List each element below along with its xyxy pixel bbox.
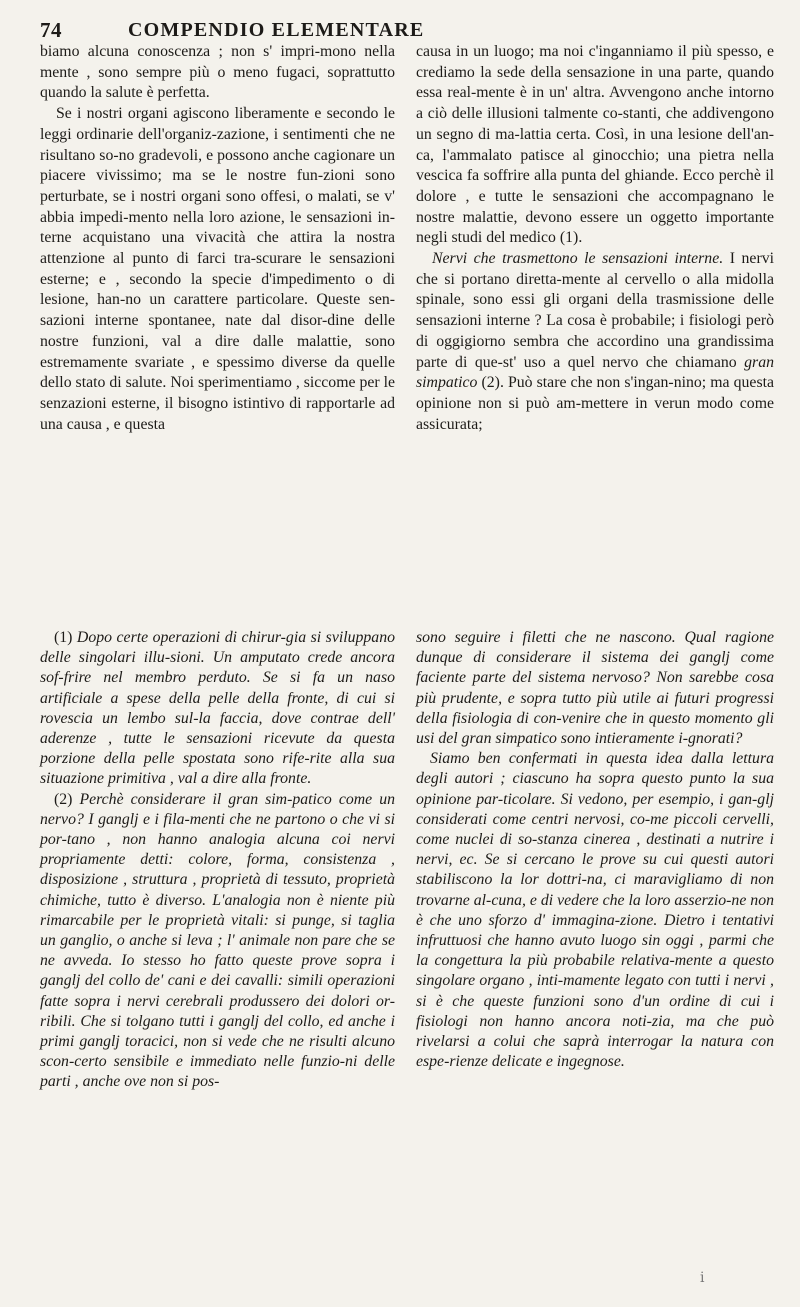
footnotes-right — [416, 628, 774, 1072]
footnote-paragraph: Siamo ben confermati in questa idea dalla lettura degli autori ; ciascuno ha sopra questo punto la sua opinione par-ticolare. Si vedono, per esempio, i gan-glj considerati come centri nervosi, co-me piccoli cervelli, come nuclei di so-stanza cinerea , destinati a nutrire i nervi, ec. Se si cercano le prove su cui questi autori stabiliscono la lor dottri-na, ci maravigliamo di non trovarne al-cuna, e di vedere che la loro asserzio-ne non è che uno sforzo d' immagina-zione. Dietro i tentativi infruttuosi che hanno avuto luogo sin oggi , parmi che la congettura la più probabile relativa-mente a questo singolare organo , inti-mamente legato con tutti i nervi , si è che queste funzioni sono d'un ordine di cui i fisiologi non hanno ancora noti-zia, ma che può rivelarsi a colui che saprà interrogar la natura con espe-rienze delicate e ingegnose. — [416, 750, 774, 1071]
footnote-marker: (2) — [54, 790, 73, 808]
body-column-left — [40, 42, 395, 435]
footnotes-left — [40, 628, 395, 1093]
running-title: COMPENDIO ELEMENTARE — [128, 19, 425, 41]
paragraph-text: I nervi che si portano diretta-mente al cervello o alla midolla spinale, sono essi gli organi della trasmissione delle sensazioni interne ? La cosa è probabile; i fisiologi però di oggigiorno sembra che accordino una grandissima parte di que-st' uso a quel nervo che chiamano — [416, 250, 774, 371]
footnote-marker: (1) — [54, 629, 73, 646]
footnote-continuation: sono seguire i filetti che ne nascono. Qual ragione dunque di considerare il sistema dei ganglj come faciente parte del sistema nervoso? Non sarebbe cosa più prudente, e sopra tutto più utile ai futuri progressi della fisiologia di con-venire che in questo momento gli usi del gran simpatico sono intieramente i-gnorati? — [416, 629, 774, 748]
body-paragraph: Se i nostri organi agiscono liberamente e secondo le leggi ordinarie dell'organiz-zazione, i sentimenti che ne risultano so-no gradevoli, e possono anche cagionare un piacere vivissimo; ma se le nostre fun-zioni sono perturbate, se i nostri organi sono offesi, o malati, se v' abbia impedi-mento nella loro azione, le sensazioni in-terne acquistano una vivacità che attira la nostra attenzione al punto di farci tra-scurare le sensazioni esterne; e , secondo la specie d'impedimento o di lesione, han-no un carattere particolare. Queste sen-sazioni interne spontanee, nate dal disor-dine delle nostre funzioni, val a dire dalle malattie, sono estremamente svariate , e spessimo diverse da quelle dello stato di salute. Noi sperimentiamo , siccome per le senzazioni esterne, il bisogno istintivo di rapportarle ad una causa , e questa — [40, 105, 395, 433]
body-paragraph-nervi — [416, 249, 774, 435]
page-header — [40, 18, 772, 42]
page-mark: i — [700, 1270, 705, 1286]
footnote-text: Dopo certe operazioni di chirur-gia si sviluppano delle singolari illu-sioni. Un amputato crede ancora sof-frire nel membro perduto. Se si fa un naso artificiale a spese della pelle della fronte, di cui si rovescia un lembo sul-la faccia, dove contrae dell' aderenze , tutte le sensazioni ricevute da questa porzione della pelle spostata sono rife-rite alla sua situazione primitiva , val a dire alla fronte. — [40, 629, 395, 788]
body-paragraph: causa in un luogo; ma noi c'inganniamo il più spesso, e crediamo la sede della sensazione in una parte, quando essa real-mente è in un' altra. Avvengono anche intorno a ciò delle illusioni talmente co-stanti, che addivengono un segno di ma-lattia certa. Così, in una lesione dell'an-ca, l'ammalato patisce al ginocchio; una pietra nella vescica fa soffrire alla punta del ghiande. Ecco perchè il dolore , e tutte le sensazioni che accompagnano le nostre malattie, devono essere un oggetto importante negli studi del medico (1). — [416, 43, 774, 247]
footnote — [40, 628, 395, 790]
footnote — [40, 790, 395, 1093]
footnote-text: Perchè considerare il gran sim-patico come un nervo? I ganglj e i fila-menti che ne partono o che vi si por-tano , non hanno analogia alcuna coi nervi propriamente detti: colore, forma, consistenza , disposizione , struttura , proprietà di tessuto, proprietà chimiche, tutto è diverso. L'analogia non è niente più rimarcabile per le proprietà vitali: si punge, si taglia un ganglio, o anche si leva ; l' animale non pare che se ne avveda. Io stesso ho fatto queste prove sopra i ganglj del collo de' cani e dei cavalli: simili operazioni fatte sopra i nervi cerebrali produssero dei dolori or-ribili. Che si tolgano tutti i ganglj del collo, ed anche i primi ganglj toracici, non si vede che ne risulti alcuno scon-certo sensibile e immediato nelle funzio-ni delle parti , anche ove non si pos- — [40, 790, 395, 1091]
section-heading: Nervi che trasmettono le sensazioni interne. — [432, 250, 724, 268]
body-paragraph: biamo alcuna conoscenza ; non s' impri-mono nella mente , sono sempre più o meno fugaci, soprattutto quando la salute è perfetta. — [40, 43, 395, 102]
page-number: 74 — [40, 18, 62, 42]
body-column-right — [416, 42, 774, 435]
paragraph-text: (2). Può stare che non s'ingan-nino; ma questa opinione non si può am-mettere in verun modo come assicurata; — [416, 374, 774, 433]
italic-term: gran simpatico — [416, 353, 774, 392]
